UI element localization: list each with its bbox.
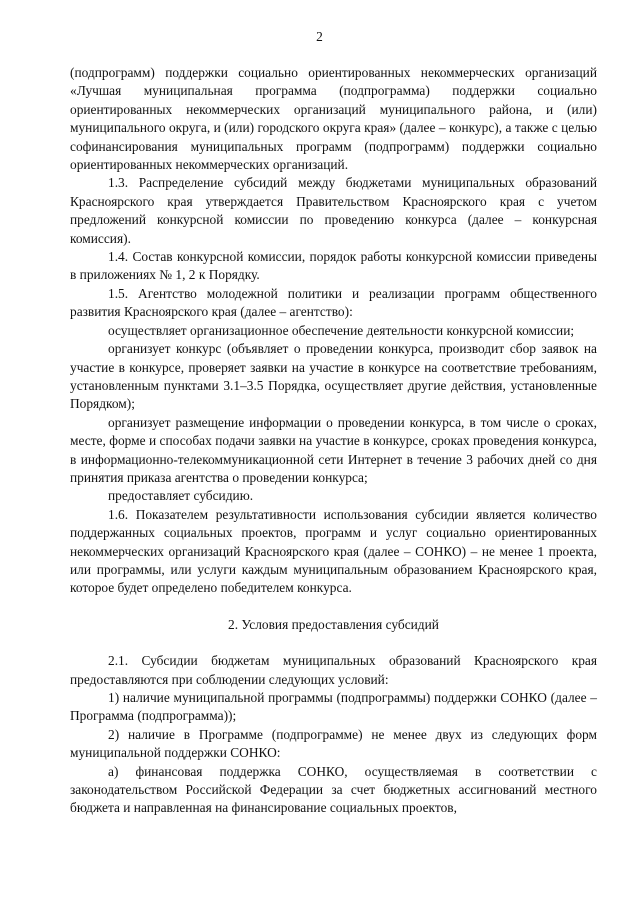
page-number: 2 bbox=[316, 29, 323, 44]
paragraph-agency-duty-3: организует размещение информации о проведении конкурса, в том числе о сроках, месте, форме и способах подачи заявки на участие в конкурсе, сроках проведения конкурса, в информационно-телекоммуникационной сети Интернет в течение 3 рабочих дней со дня принятия приказа агентства о проведении конкурса; bbox=[70, 414, 597, 485]
paragraph-1-3: 1.3. Распределение субсидий между бюджетами муниципальных образований Красноярского края утверждается Правительством Красноярского края с учетом предложений конкурсной комиссии по проведению конкурса (далее – конкурсная комиссия). bbox=[70, 175, 597, 246]
paragraph-1-6: 1.6. Показателем результативности использования субсидии является количество поддержанных социальных проектов, программ и услуг социально ориентированных некоммерческих организаций Красноярского края (далее – СОНКО) – не менее 1 проекта, или программы, или услуги каждым муниципальным образованием Красноярского края, которое будет определено победителем конкурса. bbox=[70, 506, 597, 596]
section-heading: 2. Условия предоставления субсидий bbox=[228, 616, 439, 632]
paragraph-2-1: 2.1. Субсидии бюджетам муниципальных образований Красноярского края предоставляются при соблюдении следующих условий: bbox=[70, 653, 597, 687]
paragraph-condition-2a: а) финансовая поддержка СОНКО, осуществляемая в соответствии с законодательством Российской Федерации за счет бюджетных ассигнований местного бюджета и направленная на финансирование социальных проектов, bbox=[70, 763, 597, 816]
paragraph-continuation: (подпрограмм) поддержки социально ориентированных некоммерческих организаций «Лучшая муниципальная программа (подпрограмма) поддержки социально ориентированных некоммерческих организаций муниципального района, и (или) муниципального округа, и (или) городского округа края» (далее – конкурс), а также с целью софинансирования муниципальных программ (подпрограмм) поддержки социально ориентированных некоммерческих организаций. bbox=[70, 65, 597, 173]
paragraph-agency-duty-1: осуществляет организационное обеспечение деятельности конкурсной комиссии; bbox=[108, 322, 575, 338]
paragraph-agency-duty-2: организует конкурс (объявляет о проведении конкурса, производит сбор заявок на участие в конкурсе, проверяет заявки на участие в конкурсе на соответствие требованиям, установленным пунктами 3.1–3.5 Порядка, осуществляет другие действия, установленные Порядком); bbox=[70, 341, 597, 412]
document-body bbox=[70, 64, 597, 818]
paragraph-agency-duty-4: предоставляет субсидию. bbox=[108, 488, 254, 504]
paragraph-1-4: 1.4. Состав конкурсной комиссии, порядок работы конкурсной комиссии приведены в приложениях № 1, 2 к Порядку. bbox=[70, 249, 597, 283]
paragraph-1-5: 1.5. Агентство молодежной политики и реализации программ общественного развития Красноярского края (далее – агентство): bbox=[70, 285, 597, 320]
paragraph-condition-2: 2) наличие в Программе (подпрограмме) не менее двух из следующих форм муниципальной поддержки СОНКО: bbox=[70, 726, 597, 761]
paragraph-condition-1: 1) наличие муниципальной программы (подпрограммы) поддержки СОНКО (далее – Программа (подпрограмма)); bbox=[70, 690, 597, 724]
